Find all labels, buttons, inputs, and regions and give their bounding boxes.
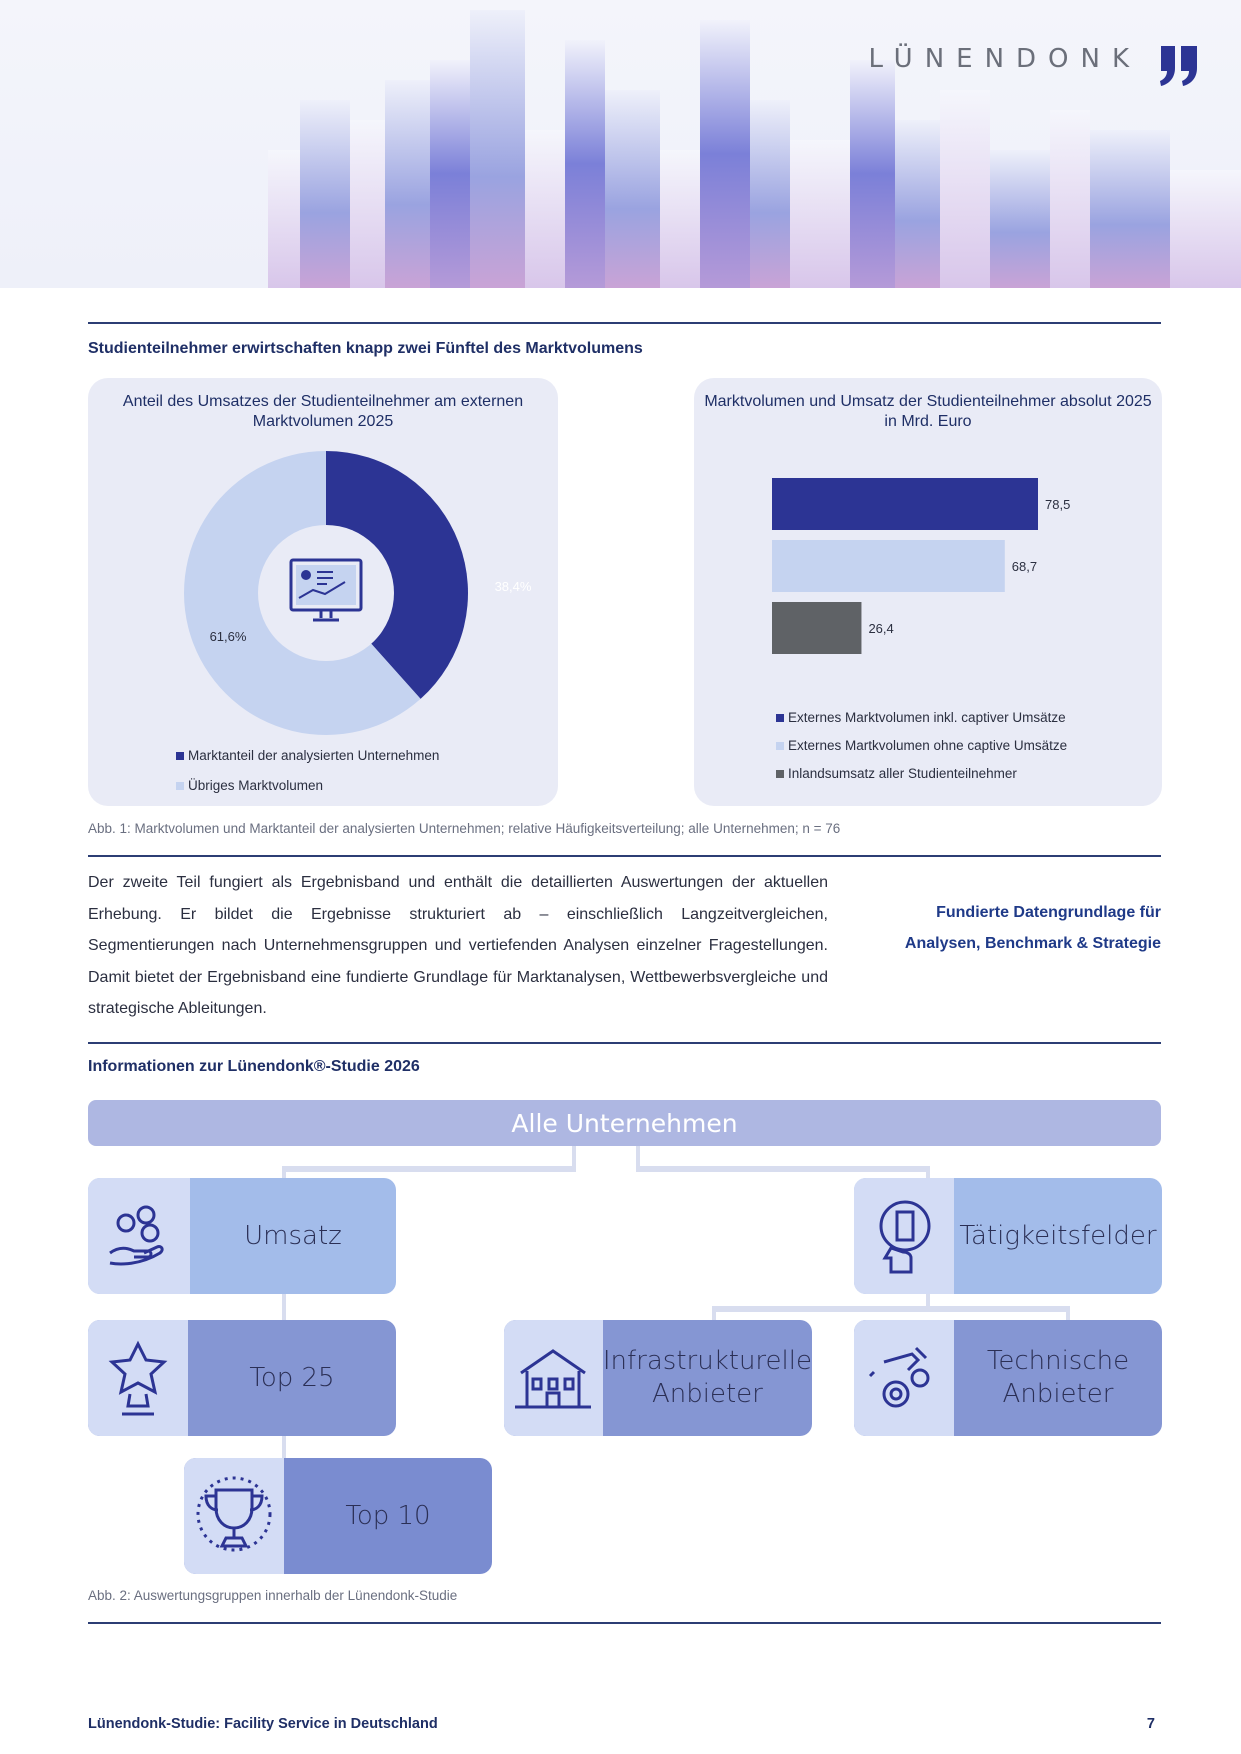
bar-value-label: 78,5 [1045,497,1071,512]
legend-label: Externes Martkvolumen ohne captive Umsätze [788,738,1068,753]
header-banner [0,0,1241,288]
bar-chart [694,478,1162,678]
bar-value-label: 68,7 [1011,559,1038,574]
tree-root-box: Alle Unternehmen [88,1100,1161,1146]
monitor-chart-icon [291,560,361,620]
connector [636,1146,640,1168]
tree-label [603,1320,812,1436]
donut-legend-item [176,778,323,793]
bar-value-label: 26,4 [868,621,894,636]
bar-legend-item [776,738,1067,753]
legend-label: Externes Marktvolumen inkl. captiver Umsätze [788,710,1066,725]
side-note [880,897,1161,959]
tree-box-technische-anbieter [854,1320,1162,1436]
donut-legend-item [176,748,439,763]
connector [282,1434,286,1460]
tree-box-infrastrukturelle-anbieter [504,1320,812,1436]
side-note-line: Fundierte Datengrundlage für [936,904,1161,921]
tree-label: Top 25 [249,1362,335,1393]
divider [88,1042,1161,1044]
donut-value-label-marktanteil: 38,4% [494,579,532,594]
tree-label-line: Technische [986,1346,1130,1376]
connector [282,1292,286,1322]
logo-wordmark: LÜNENDONK [868,44,1141,74]
page-number: 7 [1146,1716,1155,1732]
bar-legend-item [776,766,1017,781]
tree-box-taetigkeitsfelder [854,1178,1162,1294]
legend-swatch [776,742,784,750]
legend-swatch [176,782,184,790]
tree-label: Umsatz [244,1220,342,1251]
coins-hand-icon [88,1178,190,1294]
cup-trophy-icon [184,1458,284,1574]
bar [772,540,1005,592]
bar [772,602,861,654]
donut-value-label-uebriges: 61,6% [209,629,247,644]
logo-quote-icon [1159,44,1199,88]
tree-box-umsatz [88,1178,396,1294]
connector [712,1306,1070,1312]
figure-caption: Abb. 2: Auswertungsgruppen innerhalb der Lünendonk-Studie [88,1588,458,1603]
tree-label [954,1320,1162,1436]
tree-label-line: Anbieter [652,1379,763,1409]
bar-chart-title: Marktvolumen und Umsatz der Studienteilnehmer absolut 2025 in Mrd. Euro [704,393,1152,430]
connector [636,1166,930,1172]
magnifier-building-icon [854,1178,954,1294]
legend-swatch [776,770,784,778]
bar [772,478,1038,530]
divider [88,855,1161,857]
figure-caption: Abb. 1: Marktvolumen und Marktanteil der analysierten Unternehmen; relative Häufigkeitsverteilung; alle Unternehmen; n = 76 [88,821,841,836]
connector [282,1166,576,1172]
building-icon [504,1320,603,1436]
legend-swatch [776,714,784,722]
tree-label-line: Infrastrukturelle [602,1346,812,1376]
section-title: Informationen zur Lünendonk®-Studie 2026 [88,1058,420,1075]
tree-label: Tätigkeitsfelder [959,1220,1157,1251]
body-paragraph: Der zweite Teil fungiert als Ergebnisband und enthält die detaillierten Auswertungen der aktuellen Erhebung. Er bildet die Ergebnisse strukturiert ab – einschließlich Langzeitvergleichen, Segmentierungen nach Unternehmensgruppen und vertiefenden Analysen einzelner Fragestellungen. Damit bietet der Ergebnisband eine fundierte Grundlage für Marktanalysen, Wettbewerbsvergleiche und strategische Ableitungen. [88,874,828,1017]
section-title: Studienteilnehmer erwirtschaften knapp zwei Fünftel des Marktvolumens [88,340,643,357]
legend-label: Übriges Marktvolumen [188,778,324,793]
tree-box-top25 [88,1320,396,1436]
tree-box-top10 [184,1458,492,1574]
legend-label: Inlandsumsatz aller Studienteilnehmer [788,766,1017,781]
tree-label: Top 10 [345,1500,431,1531]
divider [88,1622,1161,1624]
tree-label-line: Anbieter [1002,1379,1114,1409]
star-trophy-icon [88,1320,188,1436]
tools-gear-icon [854,1320,954,1436]
connector [572,1146,576,1168]
legend-label: Marktanteil der analysierten Unternehmen [188,748,440,763]
legend-swatch [176,752,184,760]
donut-chart-title: Anteil des Umsatzes der Studienteilnehmer am externen Marktvolumen 2025 [122,393,524,430]
donut-chart-panel [88,378,558,806]
donut-chart [88,448,558,748]
bar-legend-item [776,710,1066,725]
bar-chart-panel [694,378,1162,806]
side-note-line: Analysen, Benchmark & Strategie [904,935,1161,952]
divider [88,322,1161,324]
footer-title: Lünendonk-Studie: Facility Service in Deutschland [88,1716,438,1732]
